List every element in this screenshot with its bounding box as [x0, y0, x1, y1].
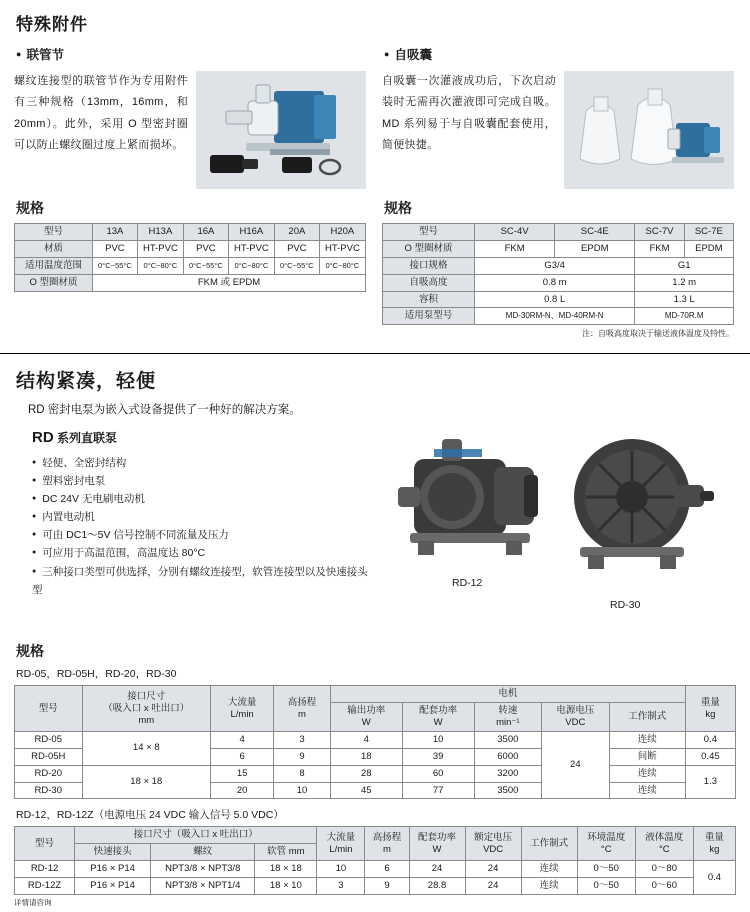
special-accessories-section — [0, 0, 750, 343]
list-item: ● 塑料密封电泵 — [32, 472, 374, 490]
table-row: 容积 0.8 L 1.3 L — [383, 291, 734, 308]
union-joint-image — [196, 71, 366, 186]
union-joint-heading: ● 联管节 — [16, 45, 366, 63]
table-row: O 型圈材质 FKM EPDM FKM EPDM — [383, 240, 734, 257]
priming-bag-heading: ● 自吸囊 — [384, 45, 734, 63]
section-lead: RD 密封电泵为嵌入式设备提供了一种好的解决方案。 — [28, 404, 301, 417]
list-item: ● 可应用于高温范围，高温度达 80°C — [32, 544, 374, 562]
feature-list — [32, 454, 374, 598]
list-item: ● 三种接口类型可供选择，分别有螺纹连接型，软管连接型以及快速接头型 — [32, 563, 374, 599]
table2-subtitle: RD-12，RD-12Z（电源电压 24 VDC 输入信号 5.0 VDC） — [16, 809, 284, 822]
rd-spec-table-1: 型号 接口尺寸 （吸入口 x 吐出口） mm 大流量 L/min 高扬程 m 电机 重量 kg 输出功率 W 配套功率 W 转速 min⁻¹ 电源电压 VDC 工作制式 RD-05 14 × 8 4 3 4 10 3500 24 连续 0.4 RD-05H 6 9 18 39 6000 间断 0.45 RD-20 18 × 18 15 8 28 60 3200 连续 1.3 RD-30 20 10 45 77 3500 连续 — [14, 685, 736, 799]
priming-bag-image — [564, 71, 734, 186]
rd-pump-images — [374, 429, 736, 639]
union-joint-spec-table: 型号 13A H13A 16A H16A 20A H20A 材质 PVC HT-PVC PVC HT-PVC PVC HT-PVC 适用温度范围 0°C~55°C 0°C~80°C 0°C~55°C 0°C~80°C 0°C~55°C 0°C~80°C O 型圈材质 FKM 或 EPDM — [14, 223, 366, 292]
rd-pump-illustration — [374, 429, 724, 604]
table-row: 适用泵型号 MD-30RM-N、MD-40RM-N MD-70R.M — [383, 308, 734, 325]
union-joint-paragraph: 螺纹连接型的联管节作为专用附件有三种规格（13mm，16mm，和 20mm）。此外，采用 O 型密封圈可以防止螺纹圈过度上紧而损坏。 — [14, 75, 188, 152]
table-row: 接口规格 G3/4 G1 — [383, 257, 734, 274]
footer-note: 详情请咨询 — [14, 897, 52, 907]
bottom-spec-label: 规格 — [16, 643, 44, 660]
page-title: 特殊附件 — [16, 15, 88, 34]
priming-bag-column — [382, 45, 734, 339]
list-item: ● 内置电动机 — [32, 508, 374, 526]
priming-bag-spec-table: 型号 SC-4V SC-4E SC-7V SC-7E O 型圈材质 FKM EPDM FKM EPDM 接口规格 G3/4 G1 自吸高度 0.8 m 1.2 m 容积 0.8 L 1.3 L 适用泵型号 MD-30RM-N、MD-40RM-N MD-70R.M — [382, 223, 734, 325]
table-row: 自吸高度 0.8 m 1.2 m — [383, 274, 734, 291]
bullet-icon — [384, 48, 394, 62]
table-row: RD-05H 6 9 18 39 6000 间断 0.45 — [15, 748, 736, 765]
table1-subtitle: RD-05，RD-05H，RD-20，RD-30 — [16, 668, 177, 681]
priming-bag-paragraph: 自吸囊一次灌液成功后，下次启动装时无需再次灌液即可完成自吸。MD 系列易于与自吸囊配套使用，简便快捷。 — [382, 75, 556, 152]
list-item: ● 可由 DC1～5V 信号控制不同流量及压力 — [32, 526, 374, 544]
table-row: 材质 PVC HT-PVC PVC HT-PVC PVC HT-PVC — [15, 240, 366, 257]
rd-spec-table-2: 型号 接口尺寸（吸入口 x 吐出口） 大流量 L/min 高扬程 m 配套功率 W 额定电压 VDC 工作制式 环境温度 °C 液体温度 °C 重量 kg 快速接头 螺纹 软管 mm RD-12 P16 × P14 NPT3/8 × NPT3/8 18 × 18 10 6 24 24 连续 0～50 0～80 0.4 RD-12Z P16 × P14 NPT3/8 × NPT1/4 18 × 10 3 9 28.8 24 连续 0～50 0～60 — [14, 826, 736, 895]
union-joint-column — [14, 45, 366, 339]
left-spec-label: 规格 — [16, 200, 44, 216]
section-title: 结构紧凑，轻便 — [16, 371, 157, 393]
bullet-icon — [16, 48, 26, 62]
caption-rd-12: RD-12 — [452, 577, 483, 590]
list-item: ● DC 24V 无电刷电动机 — [32, 490, 374, 508]
list-item: ● 轻便、全密封结构 — [32, 454, 374, 472]
rd-series-section — [0, 354, 750, 912]
priming-bag-note: 注：自吸高度取决于输送液体温度及特性。 — [582, 329, 734, 339]
table-row: RD-12 P16 × P14 NPT3/8 × NPT3/8 18 × 18 10 6 24 24 连续 0～50 0～80 0.4 — [15, 861, 736, 878]
table-row: 适用温度范围 0°C~55°C 0°C~80°C 0°C~55°C 0°C~80°C 0°C~55°C 0°C~80°C — [15, 257, 366, 274]
right-spec-label: 规格 — [384, 200, 412, 216]
table-row: RD-30 20 10 45 77 3500 连续 — [15, 782, 736, 799]
table-row: RD-20 18 × 18 15 8 28 60 3200 连续 1.3 — [15, 765, 736, 782]
table-row: RD-12Z P16 × P14 NPT3/8 × NPT1/4 18 × 10 3 9 28.8 24 连续 0～50 0～60 — [15, 878, 736, 895]
caption-rd-30: RD-30 — [610, 599, 641, 612]
rd-series-title: RD 系列直联泵 — [32, 429, 118, 447]
table-row: O 型圈材质 FKM 或 EPDM — [15, 274, 366, 291]
table-row: RD-05 14 × 8 4 3 4 10 3500 24 连续 0.4 — [15, 731, 736, 748]
